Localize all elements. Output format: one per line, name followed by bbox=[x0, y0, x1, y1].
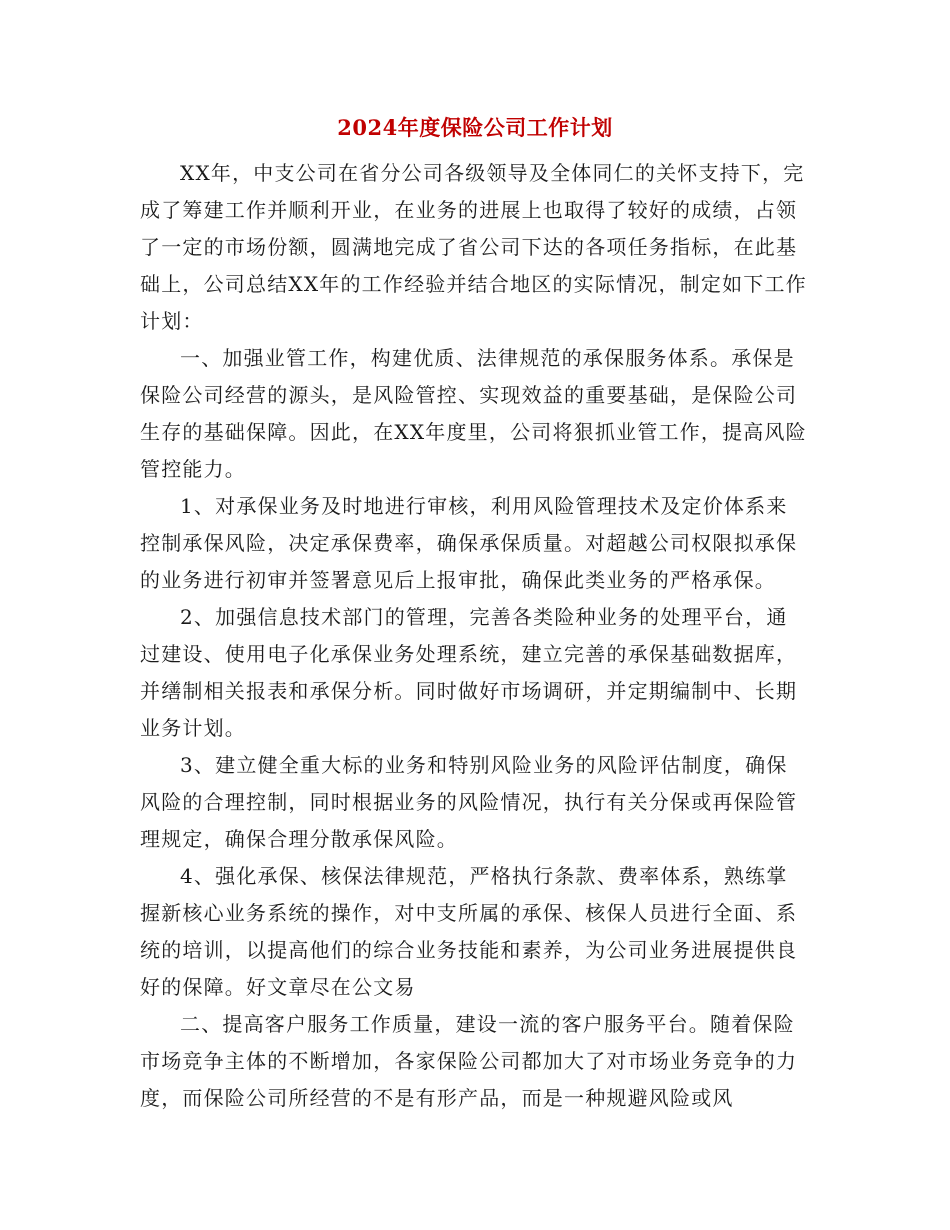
paragraph-intro: XX年，中支公司在省分公司各级领导及全体同仁的关怀支持下，完成了筹建工作并顺利开业，在业务的进展上也取得了较好的成绩，占领了一定的市场份额，圆满地完成了省公司下达的各项任务指标，在此基础上，公司总结XX年的工作经验并结合地区的实际情况，制定如下工作计划： bbox=[140, 161, 807, 333]
document-body bbox=[140, 155, 808, 1117]
document-title: 2024年度保险公司工作计划 bbox=[337, 115, 613, 140]
paragraph-item-1: 1、对承保业务及时地进行审核，利用风险管理技术及定价体系来控制承保风险，决定承保费率，确保承保质量。对超越公司权限拟承保的业务进行初审并签署意见后上报审批，确保此类业务的严格承保。 bbox=[140, 494, 798, 592]
paragraph-item-3: 3、建立健全重大标的业务和特别风险业务的风险评估制度，确保风险的合理控制，同时根据业务的风险情况，执行有关分保或再保险管理规定，确保合理分散承保风险。 bbox=[140, 753, 798, 851]
paragraph-section-1: 一、加强业管工作，构建优质、法律规范的承保服务体系。承保是保险公司经营的源头，是风险管控、实现效益的重要基础，是保险公司生存的基础保障。因此，在XX年度里，公司将狠抓业管工作，提高风险管控能力。 bbox=[140, 346, 807, 481]
paragraph-item-4: 4、强化承保、核保法律规范，严格执行条款、费率体系，熟练掌握新核心业务系统的操作，对中支所属的承保、核保人员进行全面、系统的培训，以提高他们的综合业务技能和素养，为公司业务进展提供良好的保障。好文章尽在公文易 bbox=[140, 864, 798, 999]
paragraph-item-2: 2、加强信息技术部门的管理，完善各类险种业务的处理平台，通过建设、使用电子化承保业务处理系统，建立完善的承保基础数据库，并缮制相关报表和承保分析。同时做好市场调研，并定期编制中、长期业务计划。 bbox=[140, 605, 798, 740]
paragraph-section-2: 二、提高客户服务工作质量，建设一流的客户服务平台。随着保险市场竞争主体的不断增加，各家保险公司都加大了对市场业务竞争的力度，而保险公司所经营的不是有形产品，而是一种规避风险或风 bbox=[140, 1012, 798, 1110]
